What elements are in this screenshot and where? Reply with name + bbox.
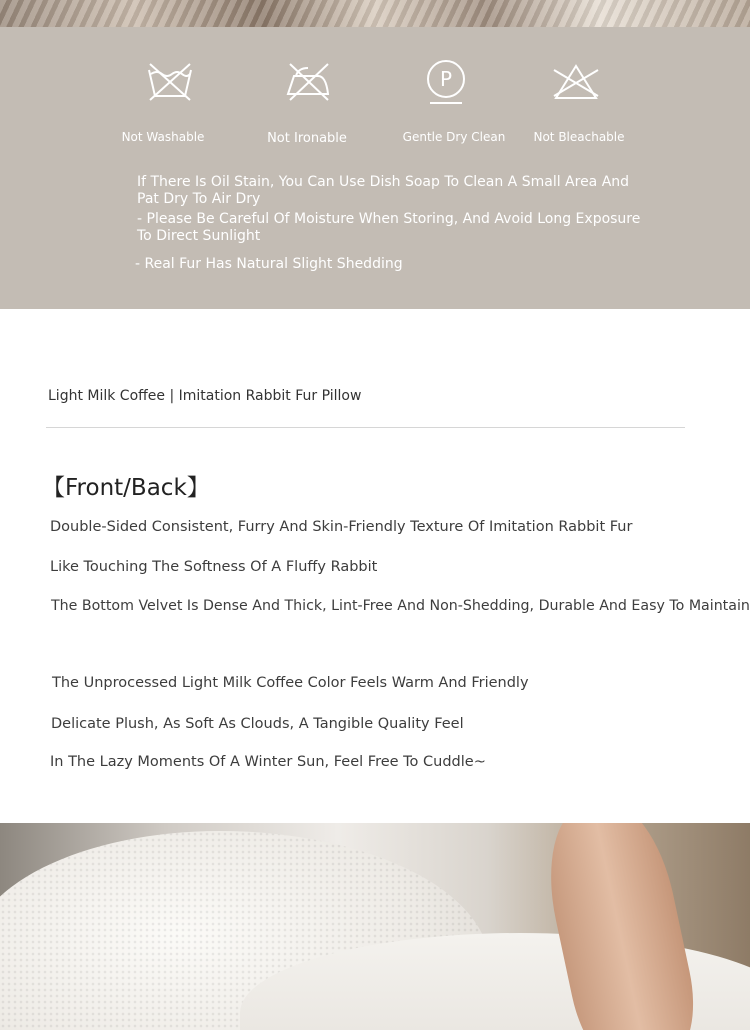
- product-title: Light Milk Coffee | Imitation Rabbit Fur Pillow: [48, 388, 362, 404]
- care-label-not-washable: Not Washable: [121, 130, 205, 144]
- feature-line: The Bottom Velvet Is Dense And Thick, Lint-Free And Non-Shedding, Durable And Easy To Maintain: [51, 598, 750, 614]
- feature-line: In The Lazy Moments Of A Winter Sun, Feel Free To Cuddle~: [50, 754, 486, 770]
- no-bleach-icon: [546, 57, 606, 107]
- care-note-shedding: - Real Fur Has Natural Slight Shedding: [135, 256, 403, 272]
- feature-line: Double-Sided Consistent, Furry And Skin-Friendly Texture Of Imitation Rabbit Fur: [50, 519, 633, 535]
- care-note-oil-stain: If There Is Oil Stain, You Can Use Dish Soap To Clean A Small Area And Pat Dry To Air Dry: [137, 174, 630, 207]
- dry-clean-p-icon: [416, 57, 476, 107]
- care-instructions-panel: [0, 27, 750, 309]
- care-label-not-ironable: Not Ironable: [267, 131, 347, 146]
- svg-text:P: P: [439, 67, 453, 91]
- feature-line: Delicate Plush, As Soft As Clouds, A Tangible Quality Feel: [51, 716, 464, 732]
- divider: [46, 427, 685, 428]
- bottom-product-photo: [0, 823, 750, 1030]
- care-note-moisture: - Please Be Careful Of Moisture When Storing, And Avoid Long Exposure To Direct Sunlight: [137, 211, 641, 244]
- no-wash-icon: [140, 57, 200, 107]
- care-label-gentle-dry-clean: Gentle Dry Clean: [402, 130, 506, 144]
- feature-line: The Unprocessed Light Milk Coffee Color Feels Warm And Friendly: [52, 675, 529, 691]
- top-product-photo: [0, 0, 750, 27]
- feature-line: Like Touching The Softness Of A Fluffy Rabbit: [50, 559, 378, 575]
- care-label-not-bleachable: Not Bleachable: [533, 130, 625, 144]
- no-iron-icon: [278, 57, 338, 107]
- section-heading: 【Front/Back】: [42, 475, 210, 501]
